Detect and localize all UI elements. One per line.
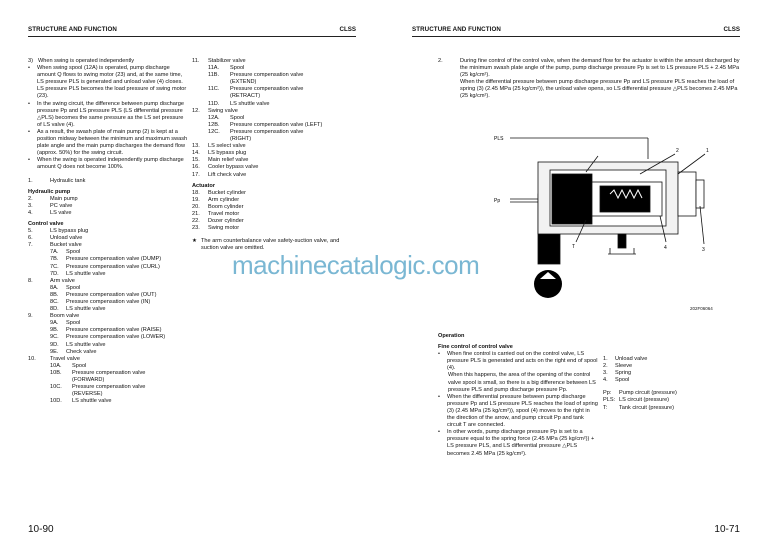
item-label: LS shuttle valve bbox=[66, 306, 106, 313]
header-title: STRUCTURE AND FUNCTION bbox=[412, 26, 501, 33]
item-label: Pressure compensation valve (IN) bbox=[66, 299, 151, 305]
list-item bbox=[28, 320, 188, 327]
legend-item bbox=[603, 356, 753, 363]
item-number: 11A. bbox=[208, 65, 220, 72]
item-label: Dozer cylinder bbox=[208, 218, 244, 225]
item-label: LS shuttle valve bbox=[72, 398, 112, 405]
legend bbox=[603, 356, 753, 412]
list-item bbox=[192, 129, 357, 136]
list-item bbox=[28, 398, 188, 405]
list-item bbox=[192, 115, 357, 122]
item-number: 9B. bbox=[50, 327, 59, 334]
item-number: 11B. bbox=[208, 72, 220, 79]
list-item bbox=[192, 86, 357, 93]
item-number: 13. bbox=[192, 143, 200, 150]
legend-item bbox=[603, 363, 753, 370]
item-label: Main pump bbox=[50, 195, 78, 202]
unload-valve-diagram bbox=[490, 114, 720, 304]
pp-label: Pp bbox=[494, 198, 501, 204]
item-number bbox=[208, 136, 230, 143]
item-number: 22. bbox=[192, 218, 200, 225]
item-number: 10. bbox=[28, 355, 36, 362]
list-item: 1. Hydraulic tank bbox=[28, 177, 86, 184]
list-item bbox=[192, 136, 357, 143]
list-item bbox=[192, 225, 357, 232]
item-number: 3. bbox=[603, 370, 608, 377]
item-number bbox=[208, 93, 230, 100]
list-item bbox=[192, 164, 357, 171]
item-label: Pump circuit (pressure) bbox=[619, 390, 677, 397]
item-label: Pressure compensation valve (CURL) bbox=[66, 263, 160, 270]
callout-3: 3 bbox=[702, 247, 705, 253]
item-label: LS shuttle valve bbox=[230, 100, 270, 107]
item-label: Pressure compensation valve (OUT) bbox=[66, 291, 157, 298]
bullet-item: • When the differential pressure between pump discharge pressure Pp and LS pressure PLS reaches the load of spring (3) (2.45 MPa (25 kg/cm²)), spool (4) moves to the right in the direction of the arrow, and pump circuit Pp and tank circuit T are connected. bbox=[438, 393, 598, 429]
item-label: Boom valve bbox=[50, 313, 80, 320]
item-number bbox=[50, 391, 72, 398]
item-number: 10B. bbox=[50, 369, 62, 376]
list-item bbox=[28, 278, 188, 285]
item-number: 1. bbox=[603, 356, 608, 362]
legend-item bbox=[603, 370, 753, 377]
list-item bbox=[192, 204, 357, 211]
list-item bbox=[192, 157, 357, 164]
item-number: 3. bbox=[28, 202, 33, 209]
item-label: PC valve bbox=[50, 202, 73, 209]
item-label: Check valve bbox=[66, 348, 97, 355]
left-column-2 bbox=[192, 58, 357, 252]
item-label: Spool bbox=[66, 249, 81, 256]
page-number: 10-90 bbox=[28, 523, 54, 535]
item-label: Pressure compensation valve (LOWER) bbox=[66, 334, 166, 341]
list-item bbox=[28, 334, 188, 341]
item-number: 10C. bbox=[50, 384, 62, 391]
item-label: (REVERSE) bbox=[72, 391, 103, 398]
list-item bbox=[28, 384, 188, 391]
item-number: 4. bbox=[28, 209, 33, 216]
legend-item bbox=[603, 377, 753, 384]
bullet-continuation: When this happens, the area of the opening of the control valve spool is small, so there is a big difference between LS pressure PLS and pump discharge pressure Pp. bbox=[448, 372, 596, 393]
item-label: Pressure compensation valve bbox=[230, 86, 304, 93]
list-item bbox=[192, 211, 357, 218]
item-number: 11C. bbox=[208, 86, 220, 93]
item-number: 6. bbox=[28, 235, 33, 242]
item-label: Pressure compensation valve bbox=[230, 128, 304, 135]
item-label: (FORWARD) bbox=[72, 377, 105, 384]
star-icon: ★ bbox=[192, 238, 198, 245]
list-item bbox=[28, 271, 188, 278]
item-label: (RIGHT) bbox=[230, 136, 252, 143]
item-label: Tank circuit (pressure) bbox=[619, 404, 675, 411]
list-item bbox=[28, 313, 188, 320]
item-label: Lift check valve bbox=[208, 171, 247, 178]
legend-circuit bbox=[603, 405, 753, 412]
list-item bbox=[28, 285, 188, 292]
item-number: 7. bbox=[28, 242, 33, 249]
list-item bbox=[192, 101, 357, 108]
list-item bbox=[192, 150, 357, 157]
item-label: Pressure compensation valve bbox=[72, 369, 146, 376]
legend-circuit bbox=[603, 397, 753, 404]
bullet-item: • When the swing is operated independently pump discharge amount Q does not become 100%. bbox=[28, 157, 184, 171]
bullet-item: • When fine control is carried out on the control valve, LS pressure PLS is generated and acts on the right end of spool (4). bbox=[438, 351, 598, 372]
item-number: 10D. bbox=[50, 398, 62, 405]
hydraulic-pump-list bbox=[28, 196, 188, 217]
item-label: LS shuttle valve bbox=[66, 270, 106, 277]
list-item bbox=[28, 356, 188, 363]
item-number: 7D. bbox=[50, 270, 59, 277]
item-number: 9. bbox=[28, 313, 33, 320]
bullet-item: • When swing spool (12A) is operated, pump discharge amount Q flows to swing motor (23) and, at the same time, LS pressure PLS is generated and unload valve (4) closes. LS pressure PLS becomes the load pressure of swing motor (23). bbox=[28, 65, 187, 100]
intro-heading: 3) When swing is operated independently bbox=[28, 58, 135, 64]
item-label: Spool bbox=[66, 320, 81, 327]
list-item bbox=[28, 377, 188, 384]
item-number: PLS: bbox=[603, 397, 616, 404]
bullet-item: • In the swing circuit, the difference between pump discharge pressure Pp and LS pressure PLS (LS differential pressure △PLS) becomes the same pressure as the LS set pressure of LS valve (4). bbox=[28, 100, 184, 128]
callout-4: 4 bbox=[664, 245, 667, 251]
item-number: 19. bbox=[192, 196, 200, 203]
valve-list bbox=[192, 58, 357, 179]
item-number: 12A. bbox=[208, 114, 220, 121]
list-item bbox=[192, 197, 357, 204]
callout-2: 2 bbox=[676, 148, 679, 154]
list-item bbox=[28, 391, 188, 398]
bullet-item: • In other words, pump discharge pressure Pp is set to a pressure equal to the spring force (2.45 MPa (25 kg/cm²)) + LS pressure PLS, and LS differential pressure △PLS becomes 2.45 MPa (25 kg/cm²). bbox=[438, 429, 595, 457]
item-label: LS bypass plug bbox=[50, 228, 89, 235]
list-item bbox=[28, 363, 188, 370]
item-label: Pressure compensation valve bbox=[72, 384, 146, 391]
item-label: Arm cylinder bbox=[208, 196, 240, 203]
item-number: 23. bbox=[192, 225, 200, 232]
actuator-heading: Actuator bbox=[192, 182, 215, 189]
list-item bbox=[192, 108, 357, 115]
item-label: Pressure compensation valve (RAISE) bbox=[66, 327, 162, 334]
item-label: Pressure compensation valve (LEFT) bbox=[230, 121, 323, 128]
list-item bbox=[192, 72, 357, 79]
list-item bbox=[28, 203, 188, 210]
item-number: 11D. bbox=[208, 100, 220, 107]
item-number: 7A. bbox=[50, 249, 59, 256]
list-item bbox=[28, 342, 188, 349]
operation-heading: Operation bbox=[438, 333, 465, 339]
item-label: LS bypass plug bbox=[208, 150, 247, 157]
list-item bbox=[28, 242, 188, 249]
list-item bbox=[192, 122, 357, 129]
list-item bbox=[28, 299, 188, 306]
item-number: 9C. bbox=[50, 334, 59, 341]
item-number: 9A. bbox=[50, 320, 59, 327]
bullet-item: • As a result, the swash plate of main pump (2) is kept at a position midway between the minimum and maximum swash plate angle and the main pump discharges the demand flow (approx. 50%) for the swing circuit. bbox=[28, 128, 188, 157]
list-item bbox=[192, 93, 357, 100]
figure-code: 202F06064 bbox=[690, 306, 713, 311]
right-page-header bbox=[412, 25, 740, 37]
header-code: CLSS bbox=[339, 26, 356, 33]
travel-valve-sublist bbox=[28, 363, 188, 406]
list-item bbox=[192, 190, 357, 197]
item-label: Spool bbox=[72, 362, 87, 369]
paragraph-2: 2. During fine control of the control valve, when the demand flow for the actuator is within the amount discharged by the minimum swash plate angle of the pump, pump discharge pressure Pp is set to LS pressure PLS + 2.45 MPa (25 kg/cm²). When the differential pressure between pump discharge pressure Pp and LS pressure PLS reaches the load of spring (3) (2.45 MPa (25 kg/cm²)), the unload valve opens, so LS differential pressure △PLS becomes 2.45 MPa (25 kg/cm²). bbox=[438, 58, 740, 100]
list-item bbox=[28, 292, 188, 299]
item-label: Spool bbox=[66, 284, 81, 291]
list-item bbox=[192, 65, 357, 72]
item-label: Pressure compensation valve (DUMP) bbox=[66, 256, 162, 263]
list-item bbox=[28, 327, 188, 334]
item-number: 8D. bbox=[50, 306, 59, 313]
item-number: 21. bbox=[192, 210, 200, 217]
item-label: Main relief valve bbox=[208, 157, 249, 164]
item-label: Spool bbox=[230, 65, 245, 72]
item-number: 9D. bbox=[50, 341, 59, 348]
item-number: 12C. bbox=[208, 128, 220, 135]
operation-section bbox=[438, 333, 598, 458]
item-label: Travel valve bbox=[50, 355, 80, 362]
item-label: Swing valve bbox=[208, 107, 238, 114]
item-number: 5. bbox=[28, 228, 33, 235]
list-item bbox=[192, 143, 357, 150]
item-number: 9E. bbox=[50, 348, 59, 355]
item-label: (RETRACT) bbox=[230, 93, 261, 100]
item-label: Spool bbox=[230, 114, 245, 121]
item-label: LS valve bbox=[50, 209, 72, 216]
item-label: Swing motor bbox=[208, 225, 240, 232]
item-number: 2. bbox=[603, 363, 608, 370]
list-item bbox=[192, 58, 357, 65]
left-column-1 bbox=[28, 58, 188, 405]
callout-1: 1 bbox=[706, 148, 709, 154]
item-number: 8A. bbox=[50, 284, 59, 291]
item-number: 8. bbox=[28, 277, 33, 284]
item-label: Stabilizer valve bbox=[208, 58, 246, 64]
item-number: 12B. bbox=[208, 121, 220, 128]
item-number: 2. bbox=[28, 195, 33, 202]
list-item bbox=[28, 228, 188, 235]
item-label: Pressure compensation valve bbox=[230, 72, 304, 79]
item-number: 17. bbox=[192, 171, 200, 178]
list-item bbox=[28, 349, 188, 356]
item-number bbox=[50, 377, 72, 384]
item-number: 10A. bbox=[50, 362, 62, 369]
item-number: 4. bbox=[603, 377, 608, 384]
item-label: Spool bbox=[615, 377, 630, 384]
item-label: Unload valve bbox=[50, 235, 83, 242]
list-item bbox=[28, 235, 188, 242]
hydraulic-pump-heading: Hydraulic pump bbox=[28, 188, 71, 195]
page-number: 10-71 bbox=[714, 523, 740, 535]
list-item bbox=[28, 264, 188, 271]
item-label: Travel motor bbox=[208, 210, 240, 217]
item-number: 18. bbox=[192, 189, 200, 196]
item-number bbox=[208, 79, 230, 86]
control-valve-list bbox=[28, 228, 188, 363]
header-title: STRUCTURE AND FUNCTION bbox=[28, 26, 117, 33]
item-number: 8C. bbox=[50, 299, 59, 305]
item-label: LS circuit (pressure) bbox=[619, 397, 670, 404]
item-number: 7C. bbox=[50, 263, 59, 270]
list-item bbox=[28, 256, 188, 263]
list-item bbox=[28, 196, 188, 203]
item-number: 20. bbox=[192, 203, 200, 210]
item-number: 14. bbox=[192, 150, 200, 157]
item-label: Cooler bypass valve bbox=[208, 164, 259, 171]
item-number: 16. bbox=[192, 164, 200, 171]
item-label: Unload valve bbox=[615, 356, 648, 362]
list-item bbox=[192, 218, 357, 225]
note: ★ The arm counterbalance valve safety-suction valve, and suction valve are omitted. bbox=[192, 238, 340, 252]
item-label: Boom cylinder bbox=[208, 203, 244, 210]
item-number: 11. bbox=[192, 58, 200, 64]
watermark: machinecatalogic.com bbox=[232, 250, 480, 280]
item-label: Bucket cylinder bbox=[208, 189, 246, 196]
item-number: T: bbox=[603, 404, 608, 411]
list-item bbox=[28, 370, 188, 377]
actuator-list bbox=[192, 190, 357, 233]
header-code: CLSS bbox=[723, 26, 740, 33]
left-page-header bbox=[28, 25, 356, 37]
pls-label: PLS bbox=[494, 136, 504, 142]
control-valve-heading: Control valve bbox=[28, 220, 64, 227]
list-item bbox=[192, 79, 357, 86]
item-label: LS select valve bbox=[208, 143, 246, 150]
list-item bbox=[28, 306, 188, 313]
fine-control-heading: Fine control of control valve bbox=[438, 344, 513, 351]
item-number: 7B. bbox=[50, 256, 59, 263]
item-label: LS shuttle valve bbox=[66, 341, 106, 348]
item-number: Pp: bbox=[603, 390, 612, 397]
legend-circuit bbox=[603, 390, 753, 397]
item-label: (EXTEND) bbox=[230, 79, 257, 86]
item-label: Sleeve bbox=[615, 363, 633, 370]
item-number: 15. bbox=[192, 157, 200, 164]
item-label: Arm valve bbox=[50, 277, 75, 284]
item-label: Bucket valve bbox=[50, 242, 82, 249]
item-label: Spring bbox=[615, 370, 632, 377]
list-item bbox=[28, 210, 188, 217]
item-number: 12. bbox=[192, 107, 200, 114]
list-item bbox=[28, 249, 188, 256]
callout-t: T bbox=[572, 244, 576, 250]
item-number: 8B. bbox=[50, 291, 59, 298]
list-item bbox=[192, 172, 357, 179]
